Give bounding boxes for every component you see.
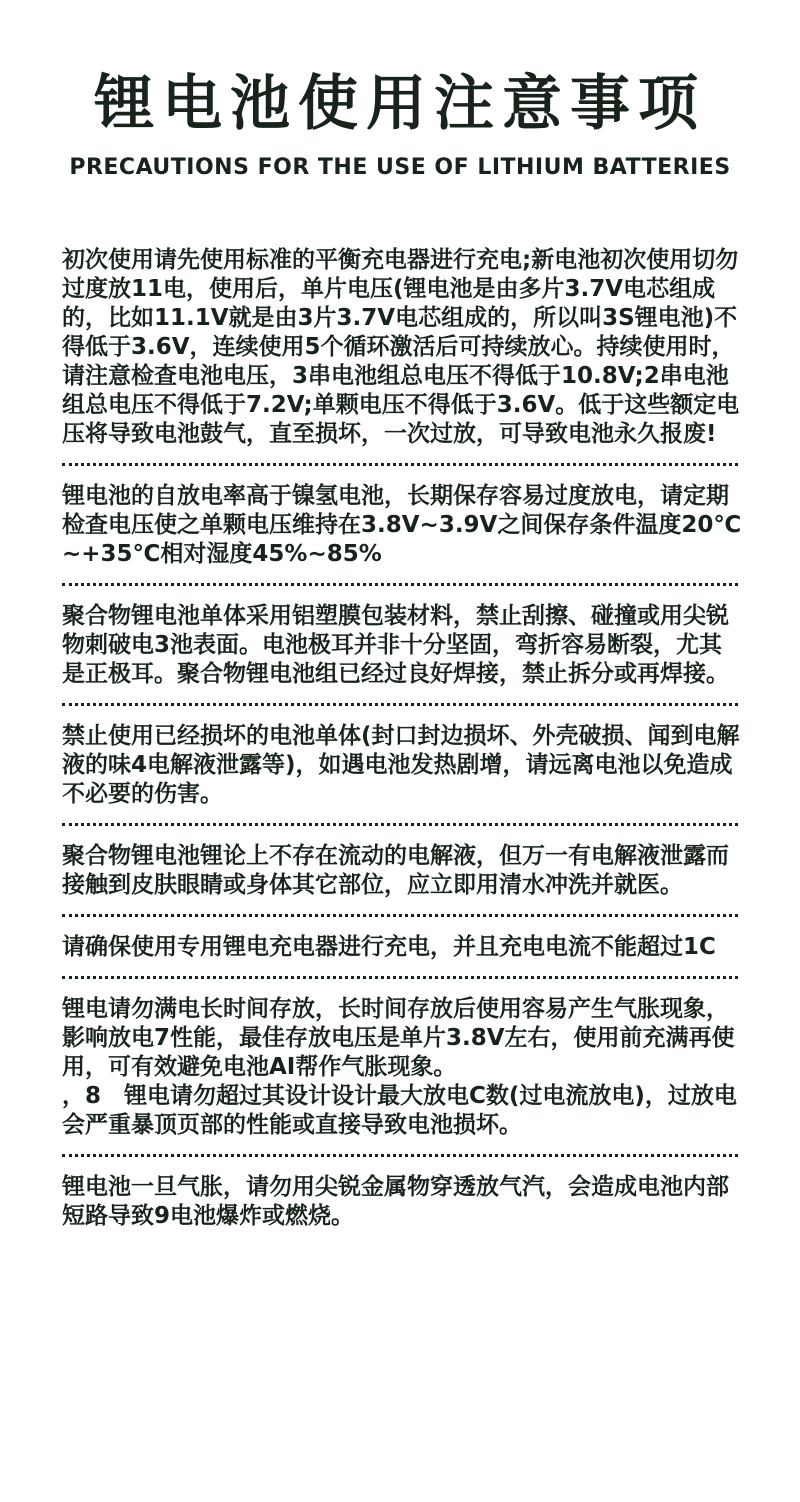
page-title: 锂电池使用注意事项: [94, 69, 706, 139]
dotted-divider: [62, 1154, 738, 1157]
precaution-item-2: [62, 482, 742, 569]
dotted-divider: [62, 914, 738, 917]
dotted-divider: [62, 703, 738, 706]
precaution-text: 禁止使用已经损坏的电池单体(封口封边损坏、外壳破损、闻到电解液的味4电解液泄露等)，如遇电池发热剧增，请远离电池以免造成不必要的伤害。: [62, 723, 740, 807]
page-subtitle: PRECAUTIONS FOR THE USE OF LITHIUM BATTERIES: [69, 155, 731, 180]
precaution-item-3: [62, 602, 742, 689]
dotted-divider: [62, 976, 738, 979]
precaution-item-6: [62, 933, 742, 962]
precaution-text: 聚合物锂电池锂论上不存在流动的电解液，但万一有电解液泄露而接触到皮肤眼睛或身体其它部位，应立即用清水冲洗并就医。: [62, 843, 729, 898]
dotted-divider: [62, 463, 738, 466]
dotted-divider: [62, 823, 738, 826]
page-header: [0, 68, 800, 182]
precaution-text: 请确保使用专用锂电充电器进行充电，并且充电电流不能超过1C: [62, 934, 716, 960]
precaution-text: 聚合物锂电池单体采用铝塑膜包装材料，禁止刮擦、碰撞或用尖锐物刺破电3池表面。电池极耳并非十分坚固，弯折容易断裂，尤其是正极耳。聚合物锂电池组已经过良好焊接，禁止拆分或再焊接。: [62, 603, 729, 687]
precaution-text: 锂电池的自放电率高于镍氢电池，长期保存容易过度放电，请定期检查电压使之单颗电压维持在3.8V~3.9V之间保存条件温度20℃~+35℃相对湿度45%~85%: [62, 483, 742, 567]
dotted-divider: [62, 583, 738, 586]
precaution-item-4: [62, 722, 742, 809]
precaution-text: 锂电请勿满电长时间存放，长时间存放后使用容易产生气胀现象，影响放电7性能，最佳存放电压是单片3.8V左右，使用前充满再使用，可有效避免电池AI帮作气胀现象。: [62, 996, 735, 1080]
precaution-text: 锂电池一旦气胀，请勿用尖锐金属物穿透放气汽，会造成电池内部短路导致9电池爆炸或燃烧。: [62, 1174, 729, 1229]
precaution-item-5: [62, 842, 742, 900]
precaution-item-7: [62, 995, 742, 1140]
precaution-item-8: [62, 1173, 742, 1231]
precaution-item-1: [62, 246, 742, 449]
precautions-list: [62, 246, 742, 1231]
precaution-text: 初次使用请先使用标准的平衡充电器进行充电;新电池初次使用切勿过度放11电，使用后，单片电压(锂电池是由多片3.7V电芯组成的，比如11.1V就是由3片3.7V电芯组成的，所以叫3S锂电池)不得低于3.6V，连续使用5个循环激活后可持续放心。持续使用时，请注意检查电池电压，3串电池组总电压不得低于10.8V;2串电池组总电压不得低于7.2V;单颗电压不得低于3.6V。低于这些额定电压将导致电池鼓气，直至损坏，一次过放，可导致电池永久报废!: [62, 247, 740, 447]
precaution-text-extra: ，8 锂电请勿超过其设计设计最大放电C数(过电流放电)，过放电会严重暴顶页部的性能或直接导致电池损坏。: [62, 1083, 737, 1138]
